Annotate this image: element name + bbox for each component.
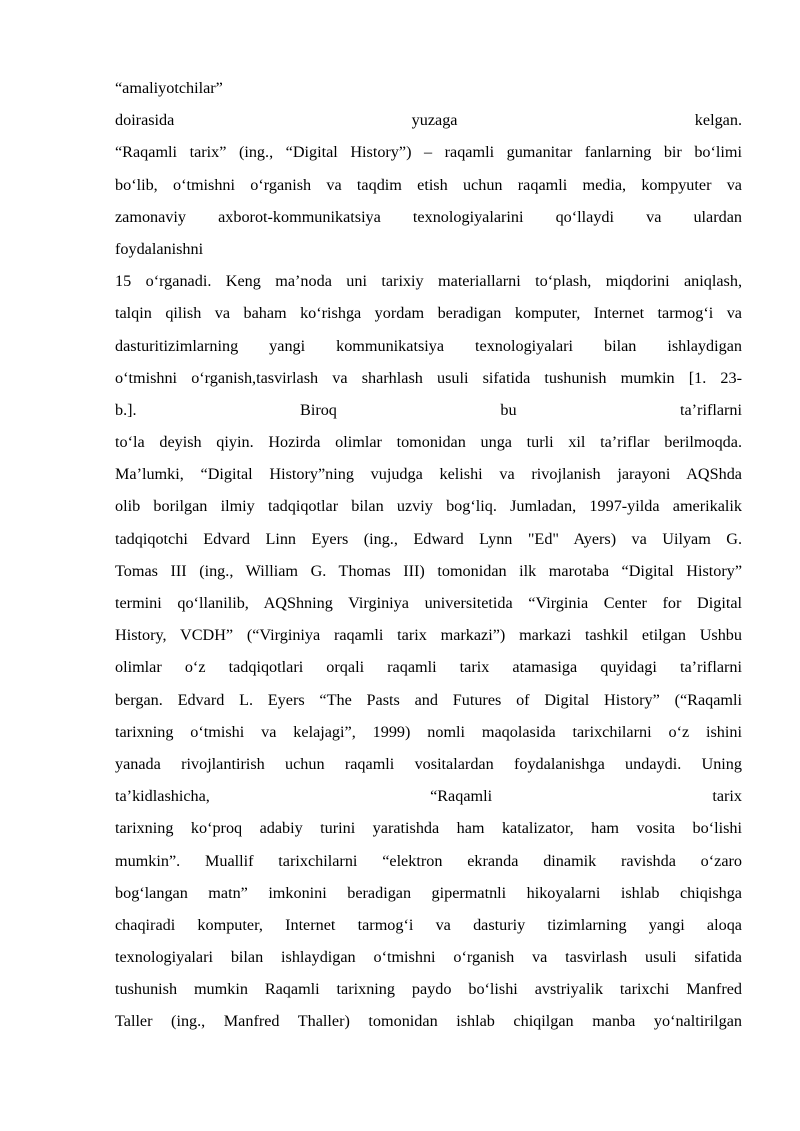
text-line: dasturitizimlarning yangi kommunikatsiya texnologiyalari bilan ishlaydigan xyxy=(115,336,742,355)
text-line: to‘la deyish qiyin. Hozirda olimlar tomonidan unga turli xil ta’riflar berilmoqda. xyxy=(115,433,742,452)
text-line: ta’kidlashicha, “Raqamli tarix xyxy=(115,787,742,806)
text-line: “Raqamli tarix” (ing., “Digital History”) – raqamli gumanitar fanlarning bir bo‘limi xyxy=(115,143,742,162)
text-line: bergan. Edvard L. Eyers “The Pasts and Futures of Digital History” (“Raqamli xyxy=(115,690,742,709)
text-line: olimlar o‘z tadqiqotlari orqali raqamli tarix atamasiga quyidagi ta’riflarni xyxy=(115,658,742,677)
text-line: Taller (ing., Manfred Thaller) tomonidan ishlab chiqilgan manba yo‘naltirilgan xyxy=(115,1012,742,1031)
text-line: mumkin”. Muallif tarixchilarni “elektron ekranda dinamik ravishda o‘zaro xyxy=(115,851,742,870)
text-line: foydalanishni xyxy=(115,239,204,258)
text-line: yanada rivojlantirish uchun raqamli vositalardan foydalanishga undaydi. Uning xyxy=(115,754,742,773)
text-line: 15 o‘rganadi. Keng ma’noda uni tarixiy materiallarni to‘plash, miqdorini aniqlash, xyxy=(115,272,742,291)
text-line: texnologiyalari bilan ishlaydigan o‘tmishni o‘rganish va tasvirlash usuli sifatida xyxy=(115,948,742,967)
text-line: tushunish mumkin Raqamli tarixning paydo bo‘lishi avstriyalik tarixchi Manfred xyxy=(115,980,742,999)
text-line: Tomas III (ing., William G. Thomas III) tomonidan ilk marotaba “Digital History” xyxy=(115,561,742,580)
text-line: Ma’lumki, “Digital History”ning vujudga kelishi va rivojlanish jarayoni AQShda xyxy=(115,465,742,484)
text-line: tarixning o‘tmishi va kelajagi”, 1999) nomli maqolasida tarixchilarni o‘z ishini xyxy=(115,722,742,741)
document-page xyxy=(115,72,742,1038)
text-line: olib borilgan ilmiy tadqiqotlar bilan uzviy bog‘liq. Jumladan, 1997-yilda amerikalik xyxy=(115,497,742,516)
text-line: “amaliyotchilar” xyxy=(115,79,223,97)
text-line: doirasida yuzaga kelgan. xyxy=(115,111,742,130)
text-line: tadqiqotchi Edvard Linn Eyers (ing., Edward Lynn "Ed" Ayers) va Uilyam G. xyxy=(115,529,742,548)
text-line: b.]. Biroq bu ta’riflarni xyxy=(115,400,742,419)
text-line: chaqiradi komputer, Internet tarmog‘i va dasturiy tizimlarning yangi aloqa xyxy=(115,915,742,934)
text-line: talqin qilish va baham ko‘rishga yordam beradigan komputer, Internet tarmog‘i va xyxy=(115,304,742,323)
text-line: o‘tmishni o‘rganish,tasvirlash va sharhlash usuli sifatida tushunish mumkin [1. 23- xyxy=(115,368,742,387)
text-line: bo‘lib, o‘tmishni o‘rganish va taqdim etish uchun raqamli media, kompyuter va xyxy=(115,175,742,194)
text-line: bog‘langan matn” imkonini beradigan gipermatnli hikoyalarni ishlab chiqishga xyxy=(115,883,742,902)
text-line: zamonaviy axborot-kommunikatsiya texnologiyalarini qo‘llaydi va ulardan xyxy=(115,207,742,226)
text-line: tarixning ko‘proq adabiy turini yaratishda ham katalizator, ham vosita bo‘lishi xyxy=(115,819,742,838)
text-line: History, VCDH” (“Virginiya raqamli tarix markazi”) markazi tashkil etilgan Ushbu xyxy=(115,626,742,645)
text-line: termini qo‘llanilib, AQShning Virginiya universitetida “Virginia Center for Digital xyxy=(115,594,742,612)
